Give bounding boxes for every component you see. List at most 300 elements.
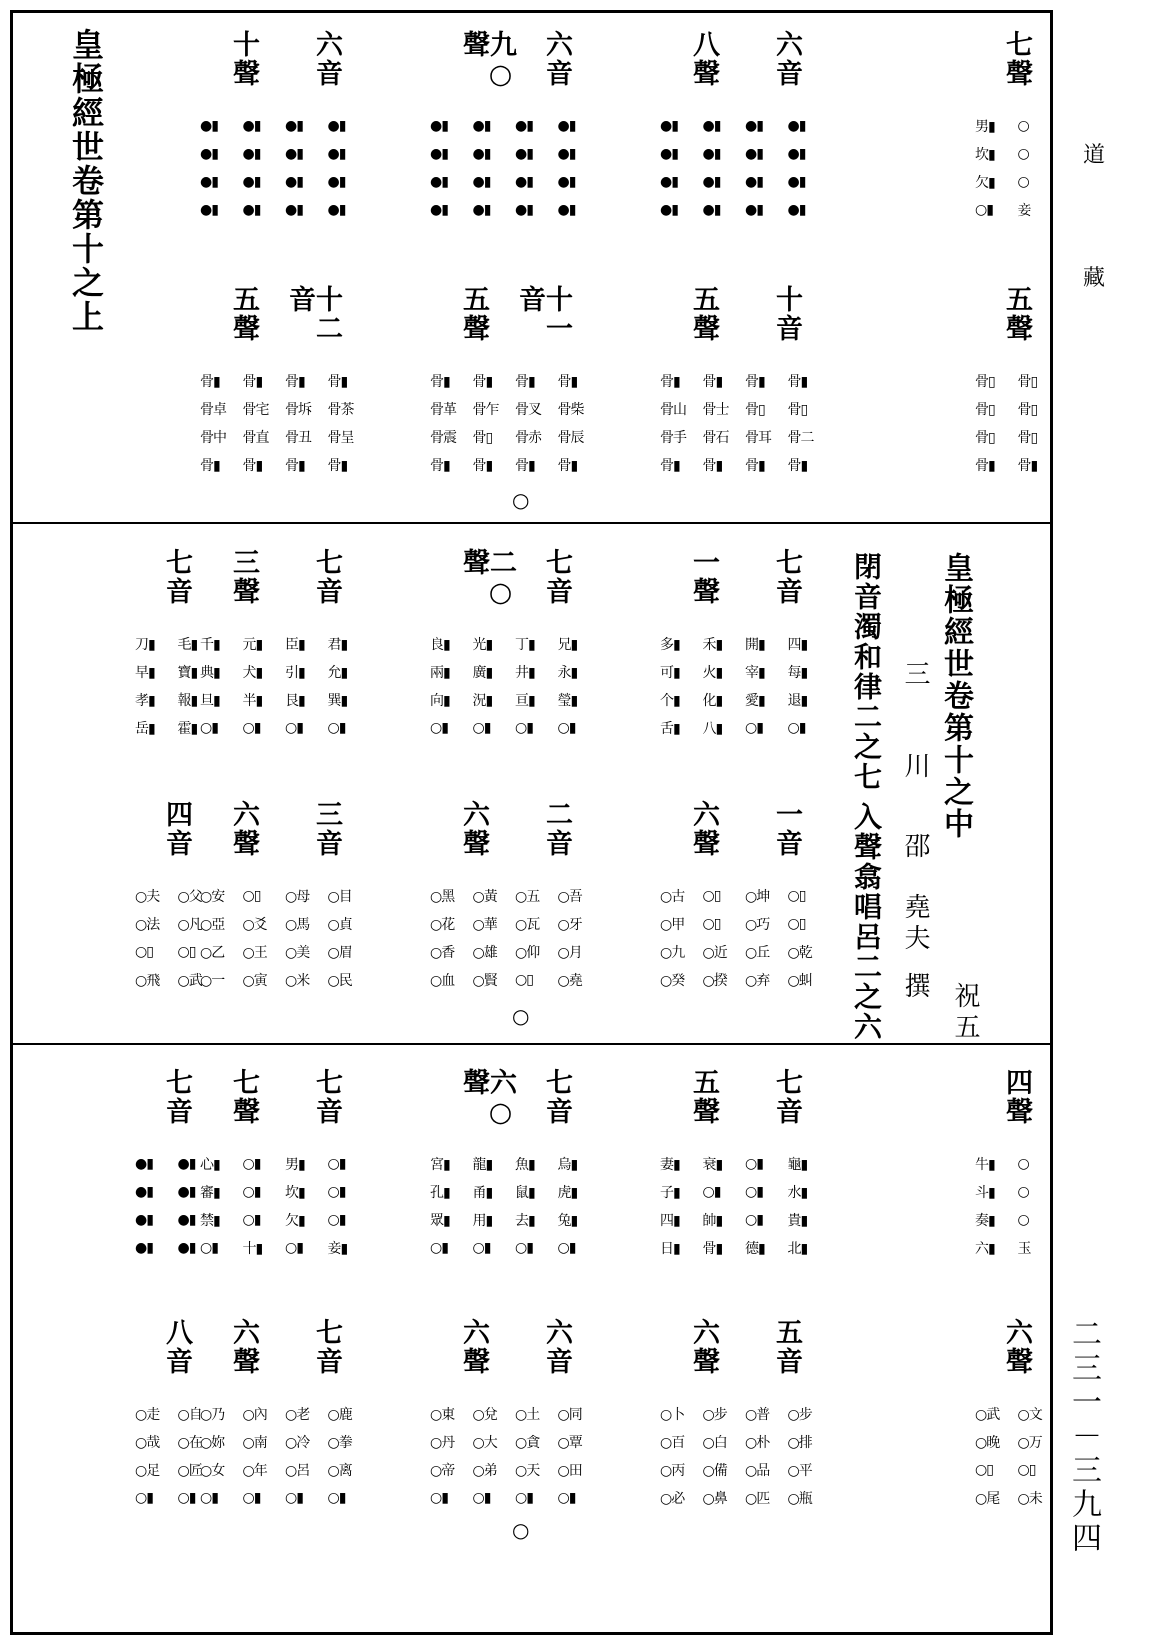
grid-entry: ○尾 <box>975 1491 1000 1507</box>
grid-entry: ○甲 <box>660 917 685 933</box>
grid-entry: ○香 <box>430 945 455 961</box>
grid-entry <box>50 1178 93 1206</box>
grid-entry: ○目 <box>327 889 352 905</box>
grid-entry: ○▮ <box>745 1184 763 1200</box>
grid-entry: 骨卓 <box>200 402 226 418</box>
grid-entry: ○▮ <box>745 1156 763 1172</box>
grid-entry: ●▮ <box>327 146 346 162</box>
mid-title: 皇極經世卷第十之中 <box>938 552 973 840</box>
grid-entry: 巽▮ <box>327 693 348 709</box>
grid-entry: 孝▮ <box>135 693 155 709</box>
grid-entry <box>933 1456 976 1484</box>
grid-entry: ○南 <box>242 1435 267 1451</box>
grid-entry <box>933 1150 976 1178</box>
grid-entry: ●▮ <box>242 118 261 134</box>
grid-entry <box>890 1400 933 1428</box>
grid-entry: ○血 <box>430 973 455 989</box>
grid-entry: ○母 <box>285 889 310 905</box>
grid-entry: ○ <box>1017 1184 1029 1200</box>
grid-entry: ○虯 <box>787 973 812 989</box>
grid-entry: ○土 <box>515 1407 540 1423</box>
grid-entry: ●▮ <box>557 202 576 218</box>
grid-entry <box>933 451 976 479</box>
grid-entry: 骨▮ <box>472 458 493 474</box>
tone-heading: 十音 <box>771 285 802 343</box>
tone-heading: 三音 <box>311 800 342 858</box>
grid-entry: 化▮ <box>702 693 723 709</box>
grid-entry: ○▮ <box>327 1490 346 1506</box>
sound-heading: 六聲 <box>688 1318 719 1376</box>
grid-entry <box>890 168 933 196</box>
grid-entry: 水▮ <box>787 1185 808 1201</box>
table-cell <box>650 548 830 778</box>
grid-entry: ○月 <box>557 945 582 961</box>
tone-heading: 五聲 <box>1001 285 1032 343</box>
grid-entry: 坎▮ <box>975 147 995 163</box>
grid-entry: ●▮ <box>745 146 763 162</box>
grid-entry: 个▮ <box>660 693 680 709</box>
grid-entry: ●▮ <box>472 202 491 218</box>
grid-entry: 千▮ <box>200 637 220 653</box>
grid-entry: ○乙 <box>200 945 225 961</box>
grid-entry <box>890 1178 933 1206</box>
grid-entry: ●▮ <box>242 174 261 190</box>
character-grid <box>890 367 1060 479</box>
grid-entry: ○▮ <box>430 1490 448 1506</box>
grid-entry: ○▮ <box>327 1212 346 1228</box>
table-cell <box>40 1318 220 1548</box>
grid-entry <box>93 714 136 742</box>
grid-entry <box>50 630 93 658</box>
grid-entry: ○▮ <box>702 1184 721 1200</box>
table-cell <box>880 285 1060 515</box>
grid-entry: 骨坼 <box>285 402 311 418</box>
grid-entry: 骨赤 <box>515 430 541 446</box>
grid-entry <box>890 1206 933 1234</box>
grid-entry: 四▮ <box>660 1213 680 1229</box>
grid-entry: ●▮ <box>557 118 576 134</box>
grid-entry <box>50 1484 93 1512</box>
character-grid <box>200 367 370 479</box>
grid-entry: ●▮ <box>702 118 721 134</box>
grid-entry <box>50 938 93 966</box>
tone-heading: 一音 <box>771 800 802 858</box>
grid-entry: 骨▯ <box>472 430 493 446</box>
author-shao: 邵 <box>900 832 930 863</box>
grid-entry: ○兌 <box>472 1407 497 1423</box>
grid-entry: 舌▮ <box>660 721 680 737</box>
grid-entry: ○ <box>1017 1212 1029 1228</box>
grid-entry: 妾 <box>1017 203 1031 219</box>
cell-heading <box>420 1318 600 1388</box>
grid-entry: 骨石 <box>702 430 729 446</box>
grid-entry: ○▮ <box>472 1490 491 1506</box>
table-cell <box>40 800 220 1030</box>
grid-entry: 君▮ <box>327 637 348 653</box>
grid-entry: 宰▮ <box>745 665 765 681</box>
grid-entry: ●▮ <box>242 146 261 162</box>
grid-entry: 德▮ <box>745 1241 765 1257</box>
character-grid <box>890 112 1060 224</box>
grid-entry: 骨叉 <box>515 402 541 418</box>
grid-entry: ●▮ <box>177 1156 196 1172</box>
cell-heading <box>880 1318 1060 1388</box>
grid-entry: ○未 <box>1017 1491 1042 1507</box>
grid-entry <box>933 423 976 451</box>
grid-entry: 兄▮ <box>557 637 578 653</box>
grid-entry: ○花 <box>430 917 455 933</box>
grid-entry: ○▮ <box>515 1490 533 1506</box>
grid-entry: 骨▯ <box>1017 430 1038 446</box>
table-cell <box>40 1068 220 1298</box>
grid-entry: 骨▮ <box>200 374 220 390</box>
grid-entry <box>50 966 93 994</box>
grid-entry: 況▮ <box>472 693 493 709</box>
grid-entry: 愛▮ <box>745 693 765 709</box>
grid-entry: ○王 <box>242 945 267 961</box>
table-cell <box>40 548 220 778</box>
grid-entry: ●▮ <box>702 174 721 190</box>
grid-entry: 霍▮ <box>177 721 198 737</box>
grid-entry: ○步 <box>702 1407 727 1423</box>
page-number: 二三一－三九四 <box>1066 1318 1101 1556</box>
grid-entry: 欠▮ <box>285 1213 305 1229</box>
grid-entry <box>933 1178 976 1206</box>
grid-entry: ●▮ <box>472 174 491 190</box>
sound-heading: 九○聲 <box>458 30 516 92</box>
grid-entry: 四▮ <box>787 637 808 653</box>
grid-entry: 骨▮ <box>745 458 765 474</box>
grid-entry: ○揆 <box>702 973 727 989</box>
grid-entry: 斗▮ <box>975 1185 995 1201</box>
grid-entry: ○父 <box>177 889 202 905</box>
grid-entry: 貴▮ <box>787 1213 808 1229</box>
grid-entry: ●▮ <box>660 202 678 218</box>
grid-entry: ○平 <box>787 1463 812 1479</box>
grid-entry: 刀▮ <box>135 637 155 653</box>
tone-heading: 二音 <box>541 800 572 858</box>
grid-entry <box>93 1400 136 1428</box>
sound-heading: 二○聲 <box>458 548 516 610</box>
grid-entry: 岳▮ <box>135 721 155 737</box>
grid-entry: 早▮ <box>135 665 155 681</box>
grid-entry <box>890 395 933 423</box>
tone-heading: 七音 <box>771 548 802 606</box>
tone-heading: 十一音 <box>514 285 572 343</box>
grid-entry: 元▮ <box>242 637 263 653</box>
circle-mark-1: ○ <box>512 488 530 512</box>
grid-entry: ○▮ <box>242 1212 261 1228</box>
grid-entry: 十▮ <box>242 1241 263 1257</box>
grid-entry: ○黃 <box>472 889 497 905</box>
grid-entry <box>50 910 93 938</box>
grid-entry: 甬▮ <box>472 1185 493 1201</box>
grid-entry <box>93 882 136 910</box>
grid-entry: ○▮ <box>557 1240 576 1256</box>
grid-entry: ●▮ <box>430 146 448 162</box>
character-grid <box>200 882 370 994</box>
grid-entry: ○必 <box>660 1491 685 1507</box>
grid-entry: ○飛 <box>135 973 160 989</box>
table-cell <box>420 285 600 515</box>
grid-entry <box>50 714 93 742</box>
grid-entry: 骨山 <box>660 402 686 418</box>
grid-entry: 宮▮ <box>430 1157 450 1173</box>
margin-label-dao: 道 <box>1083 143 1106 168</box>
grid-entry <box>93 1456 136 1484</box>
grid-entry <box>50 1206 93 1234</box>
grid-entry: ○▮ <box>430 1240 448 1256</box>
grid-entry: 骨乍 <box>472 402 499 418</box>
grid-entry: ○九 <box>660 945 685 961</box>
grid-entry: ●▮ <box>135 1212 153 1228</box>
grid-entry <box>933 196 976 224</box>
grid-entry: ●▮ <box>515 146 533 162</box>
grid-entry <box>933 395 976 423</box>
grid-entry: 骨▯ <box>787 402 808 418</box>
grid-entry: ○亞 <box>200 917 225 933</box>
grid-entry: ●▮ <box>327 118 346 134</box>
grid-entry: 骨耳 <box>745 430 771 446</box>
grid-entry: 骨▮ <box>430 374 450 390</box>
grid-entry: ●▮ <box>177 1212 196 1228</box>
sound-heading: 六聲 <box>228 800 259 858</box>
grid-entry <box>93 1178 136 1206</box>
grid-entry: ○老 <box>285 1407 310 1423</box>
grid-entry: ○冷 <box>285 1435 310 1451</box>
grid-entry: ○▮ <box>975 202 993 218</box>
grid-entry: ○走 <box>135 1407 160 1423</box>
author-zhuan: 撰 <box>900 972 930 1003</box>
tone-heading: 七音 <box>541 548 572 606</box>
grid-entry: 亘▮ <box>515 693 535 709</box>
grid-entry: ●▮ <box>787 118 806 134</box>
grid-entry: 心▮ <box>200 1157 220 1173</box>
sound-heading: 八聲 <box>688 30 719 88</box>
grid-entry: ●▮ <box>177 1184 196 1200</box>
table-cell <box>880 1318 1060 1548</box>
grid-entry <box>50 1400 93 1428</box>
grid-entry: 玉 <box>1017 1241 1031 1257</box>
grid-entry: ○▮ <box>327 1156 346 1172</box>
tone-heading: 六聲 <box>1001 1318 1032 1376</box>
grid-entry: 每▮ <box>787 665 808 681</box>
cell-heading <box>40 1068 220 1138</box>
grid-entry: ○民 <box>327 973 352 989</box>
cell-heading <box>420 548 600 618</box>
grid-entry: ●▮ <box>285 118 303 134</box>
tone-heading: 六音 <box>541 1318 572 1376</box>
grid-entry <box>93 1206 136 1234</box>
grid-entry: 骨▮ <box>242 374 263 390</box>
cell-heading <box>650 285 830 355</box>
sound-heading: 六○聲 <box>458 1068 516 1130</box>
grid-entry: 烏▮ <box>557 1157 578 1173</box>
grid-entry: ○凡 <box>177 917 202 933</box>
grid-entry: ●▮ <box>200 174 218 190</box>
grid-entry <box>890 112 933 140</box>
grid-entry: ○ <box>1017 174 1029 190</box>
grid-entry: ○眉 <box>327 945 352 961</box>
grid-entry: ○排 <box>787 1435 812 1451</box>
author-san: 三 <box>900 660 930 691</box>
grid-entry: ○▮ <box>200 1490 218 1506</box>
grid-entry: ○內 <box>242 1407 267 1423</box>
grid-entry: ●▮ <box>660 118 678 134</box>
grid-entry: ●▮ <box>745 118 763 134</box>
grid-entry: ○拳 <box>327 1435 352 1451</box>
cell-heading <box>420 30 600 100</box>
character-grid <box>50 1150 220 1262</box>
grid-entry: ○在 <box>177 1435 202 1451</box>
grid-entry: 骨革 <box>430 402 456 418</box>
grid-entry: ○哉 <box>135 1435 160 1451</box>
grid-entry: 男▮ <box>975 119 995 135</box>
grid-entry: 骨▮ <box>200 458 220 474</box>
grid-entry: ○田 <box>557 1463 582 1479</box>
table-cell <box>650 800 830 1030</box>
grid-entry: ○貪 <box>515 1435 540 1451</box>
grid-entry: 骨▮ <box>242 458 263 474</box>
grid-entry: ○▮ <box>327 720 346 736</box>
character-grid <box>200 630 370 742</box>
grid-entry: ○丘 <box>745 945 770 961</box>
grid-entry <box>890 196 933 224</box>
grid-entry: ○步 <box>787 1407 812 1423</box>
grid-entry: ○妳 <box>200 1435 225 1451</box>
grid-entry: ○鼻 <box>702 1491 727 1507</box>
grid-entry: ○雄 <box>472 945 497 961</box>
grid-entry: 可▮ <box>660 665 680 681</box>
grid-entry <box>50 1428 93 1456</box>
grid-entry <box>50 686 93 714</box>
grid-entry: ○丙 <box>660 1463 685 1479</box>
grid-entry <box>93 1150 136 1178</box>
grid-entry <box>93 966 136 994</box>
grid-entry: ○▯ <box>787 916 806 932</box>
grid-entry: ●▮ <box>515 202 533 218</box>
sound-heading: 五聲 <box>688 285 719 343</box>
grid-entry: 男▮ <box>285 1157 305 1173</box>
character-grid <box>890 1150 1060 1262</box>
section-divider-2 <box>13 1043 1050 1045</box>
grid-entry: ○寅 <box>242 973 267 989</box>
grid-entry: 井▮ <box>515 665 535 681</box>
grid-entry: ●▮ <box>327 202 346 218</box>
grid-entry: ○華 <box>472 917 497 933</box>
grid-entry: ○文 <box>1017 1407 1042 1423</box>
table-cell <box>650 1068 830 1298</box>
character-grid <box>50 882 220 994</box>
grid-entry: 退▮ <box>787 693 808 709</box>
grid-entry: 骨▮ <box>702 374 723 390</box>
grid-entry: ●▮ <box>702 146 721 162</box>
grid-entry: 日▮ <box>660 1241 680 1257</box>
grid-entry: ○▮ <box>135 1490 153 1506</box>
grid-entry: ○足 <box>135 1463 160 1479</box>
grid-entry: ○東 <box>430 1407 455 1423</box>
grid-entry <box>933 1428 976 1456</box>
grid-entry: 骨▮ <box>1017 458 1038 474</box>
table-cell <box>880 30 1060 260</box>
grid-entry: ○鹿 <box>327 1407 352 1423</box>
grid-entry: ○▮ <box>745 720 763 736</box>
table-cell <box>420 800 600 1030</box>
grid-entry: ○一 <box>200 973 225 989</box>
grid-entry: ○▯ <box>135 944 153 960</box>
table-cell <box>650 30 830 260</box>
grid-entry: ○乾 <box>787 945 812 961</box>
editor-name: 祝五 <box>950 982 980 1044</box>
grid-entry <box>933 140 976 168</box>
grid-entry <box>50 1150 93 1178</box>
grid-entry: ○ <box>1017 118 1029 134</box>
cell-heading <box>880 30 1060 100</box>
grid-entry: 骨▯ <box>1017 402 1038 418</box>
grid-entry: ●▮ <box>472 146 491 162</box>
cell-heading <box>190 285 370 355</box>
grid-entry: ○大 <box>472 1435 497 1451</box>
grid-entry: ○帝 <box>430 1463 455 1479</box>
grid-entry: 艮▮ <box>285 693 305 709</box>
cell-heading <box>40 1318 220 1388</box>
tone-heading: 八音 <box>161 1318 192 1376</box>
grid-entry: ○癸 <box>660 973 685 989</box>
grid-entry: 骨▮ <box>745 374 765 390</box>
grid-entry: ○巧 <box>745 917 770 933</box>
grid-entry: ●▮ <box>285 146 303 162</box>
grid-entry: 骨▮ <box>557 374 578 390</box>
grid-entry: 骨▮ <box>975 458 995 474</box>
grid-entry: 骨▯ <box>975 374 995 390</box>
grid-entry: 多▮ <box>660 637 680 653</box>
grid-entry: 骨辰 <box>557 430 584 446</box>
sound-heading: 六聲 <box>228 1318 259 1376</box>
grid-entry: 骨直 <box>242 430 269 446</box>
sound-heading: 五聲 <box>688 1068 719 1126</box>
grid-entry: 允▮ <box>327 665 348 681</box>
sound-heading: 六聲 <box>458 1318 489 1376</box>
grid-entry: 骨中 <box>200 430 226 446</box>
grid-entry: ●▮ <box>787 146 806 162</box>
cell-heading <box>650 1318 830 1388</box>
grid-entry: ○▮ <box>430 720 448 736</box>
grid-entry: 骨丑 <box>285 430 311 446</box>
grid-entry: 火▮ <box>702 665 723 681</box>
grid-entry: ○美 <box>285 945 310 961</box>
grid-entry: ●▮ <box>430 118 448 134</box>
grid-entry: ○▮ <box>285 1490 303 1506</box>
cell-heading <box>650 548 830 618</box>
grid-entry: 北▮ <box>787 1241 808 1257</box>
mid-section-1: 閉音濁和律二之七 <box>850 552 883 792</box>
tone-heading: 七音 <box>771 1068 802 1126</box>
grid-entry: 骨▮ <box>557 458 578 474</box>
grid-entry: 骨震 <box>430 430 456 446</box>
grid-entry: ○匠 <box>177 1463 202 1479</box>
grid-entry: 骨▯ <box>1017 374 1038 390</box>
grid-entry: ○古 <box>660 889 685 905</box>
grid-entry: ○ <box>1017 1156 1029 1172</box>
grid-entry: ○▯ <box>702 916 721 932</box>
character-grid <box>660 367 830 479</box>
table-cell <box>650 285 830 515</box>
grid-entry: 六▮ <box>975 1241 995 1257</box>
character-grid <box>200 1150 370 1262</box>
grid-entry: ○貞 <box>327 917 352 933</box>
grid-entry: ○夫 <box>135 889 160 905</box>
grid-entry: ○▮ <box>472 1240 491 1256</box>
